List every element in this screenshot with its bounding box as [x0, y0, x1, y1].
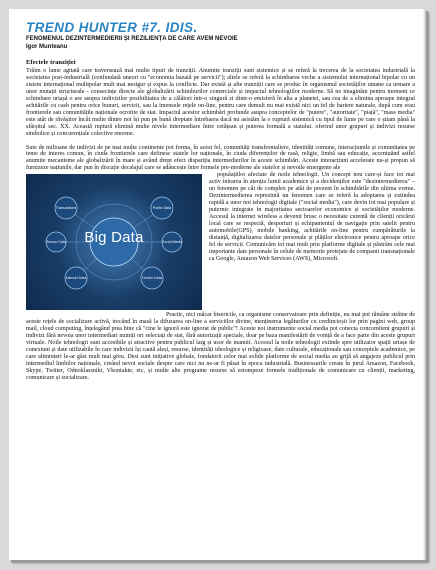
figure-center-label: Big Data [84, 229, 144, 247]
figure-label-internet-data: Internet Data [65, 276, 87, 281]
figure-label-social-media: Social Media [161, 240, 183, 245]
figure-label-public-data: Public Data [152, 206, 172, 211]
paragraph-disintermediation: populațiilor afectate de noile tehnologii. Un concept nou care-și face tot mai activ intrarea în atenția lumii academice și a decidenților este "dezintermedierea" – un fenomen pe cât de complex pe atât de prezent în schimbările din ultima vreme. Dezintermedierea reprezintă un fenomen care se referă la adoptarea și extindea rapidă a unor noi tehnologii digitale ("social media"), care devin tot mai populare și puternic integrate în majoritatea sectoarelor economice și societăților moderne. Accesul la internet wireless a devenit brusc o necesitate curentă de clienții oricărui local care se respectă, desporturi și echipamentul de navigație prin satelit pentru automobile(GPS), mobile banking, achitările on-line pentru cumpărăturile la distanță, digitalizarea datelor personale și plăților electronice pentru aproape orice fel de servicii. Comunicăm tot mai mult prin platforme digitale și păstrăm cele mai importante date personale în celule de memorie protejate de companii transnaționale ca Google, Amazon Web Services (AWS), Microsoft. [209, 172, 415, 262]
document-title: TREND HUNTER #7. IDIS. [26, 20, 198, 35]
document-content [26, 20, 415, 382]
paragraph-transitions: Trăim o lume agitată care traversează mai multe tipuri de tranziții. Anumite tranziții sunt sistemice și se referă la trecerea de la societatea industrială la societatea post-industrială (confundată uneori cu "economia bazată pe servicii"); altele se referă la schimbarea veche a sistemului internațional bipolar cu un sistem internațional multipolar mult mai nesigur și expus la conflicte. Dar există și alte tranziții care se produc în organismul societăților umane ca urmare a unor mutații structurale - consecințe directe ale globalizării schimburilor comerciale și impactul tehnologiilor moderne. Să ne imaginăm pentru moment ce schimbare uriașă o are asupra indivizilor posibilitatea de a călători într-o singură zi dintr-o emisferă în alta a planetei, sau cea de a elimina aproape integral achitările cu cash pentru orice bunuri, servicii, sau la imensele rețele on-line, pentru care demult nu mai există nici un fel de bariere naturale, după cum erau frontierele sau comunitățile naționale ocrotite de stat. Impactul acestor schimbări profunde asupra conceptelor de "putere", "autoritate", "piață", "mass media" este atât de răvășitor încât multe dintre noi își pun pe bună dreptate întrebarea dacă nu asistăm la o ruptură sistemică cu tipul de lume pe care o știam până la sfârșitul sec. XX. Această ruptură elimină multe nivele intermediare între cetățean și puterea formală a statului. oferind unor grupuri și indivizi resurse simbolice și concurențiale colective enorme. [26, 68, 415, 137]
document-page [9, 9, 426, 560]
document-subtitle: FENOMENUL DEZINTERMEDIERII ȘI REZILIENȚA DE CARE AVEM NEVOIE [26, 36, 238, 42]
paragraph-communities: Sute de milioane de indivizi de pe mai multe continente pot forma, în acest fel, comunități transfrontaliere, identități comune, interacțiunile și comunitatea pe teme de interes comun, în ciuda frontierele care definesc statele lor naționale, în ciuda diferențelor de rasă, religie, limbă sau educație, accentuând astfel anumite mecanisme ale globalizării în mare și având drept efect dispariția intermedierilor în aceste schimbări. Aceste interacțiuni accelerate nu-și propun să furnizeze națiunile, dar pun în discuție decalajul care se adâncește între formele pre-moderne ale statelor și nevoile emergente ale [26, 144, 415, 172]
figure-label-transactions: Transactions [55, 206, 77, 211]
figure-label-device-data: Device Data [142, 276, 162, 281]
paragraph-churches: Practic, nici măcar bisericile, ca organisme conservatoare prin definiție, nu mai pot rămâne străine de aceste rețele de socializare activă, trecând în masă la difuzarea on-line a serviciilor divine, menținerea legăturilor cu credincioșii lor prin pagini web, group mail, cloud computing, înțelegând prea bine că "cine le ignoră este ignorat de public"! Aceste noi instrumente social media pot conecta concomitent grupuri și indivizi fără nevoia unor intermediari numiți ori selectați de stat, fără autorizații speciale, doar pe baza manifestării de voință de a face parte din aceste grupuri virtuale. Noile tehnologii sunt accesibile și atractive pentru publicul larg și usor de manuit. Accesul la noile tehnologii extinde spre utilizator spații uriașe de conexiuni și date utilizabile în care indivizii își caută aleși, resurse, identități ideologice și religioase, date culturale, educaționale sau conceptele academice, pe care altminteri le-ar găsi mult mai greu. Desi sunt inițiative globale, fondatorii celor mai solide platforme de social media au grijă să angajeze publicul prin intermediul limbilor naționale, creând nevoi sociale despre care nici nu ne-ar fi păsat în epoca industrială. Businessurile create în jurul Amazon, Facebook, Skype, Twitter, Odnoklassniki, Vkontakte, etc, și multe alte programe resurse să estompeze formele tradiționale de comunicare cu clienții, marketing, comunicare și socializare. [26, 312, 415, 381]
document-author: Igor Munteanu [26, 43, 68, 50]
figure-label-sensor-data: Sensor Data [46, 240, 66, 245]
section-heading: Efectele tranziției [26, 59, 76, 66]
big-data-figure [26, 174, 202, 310]
